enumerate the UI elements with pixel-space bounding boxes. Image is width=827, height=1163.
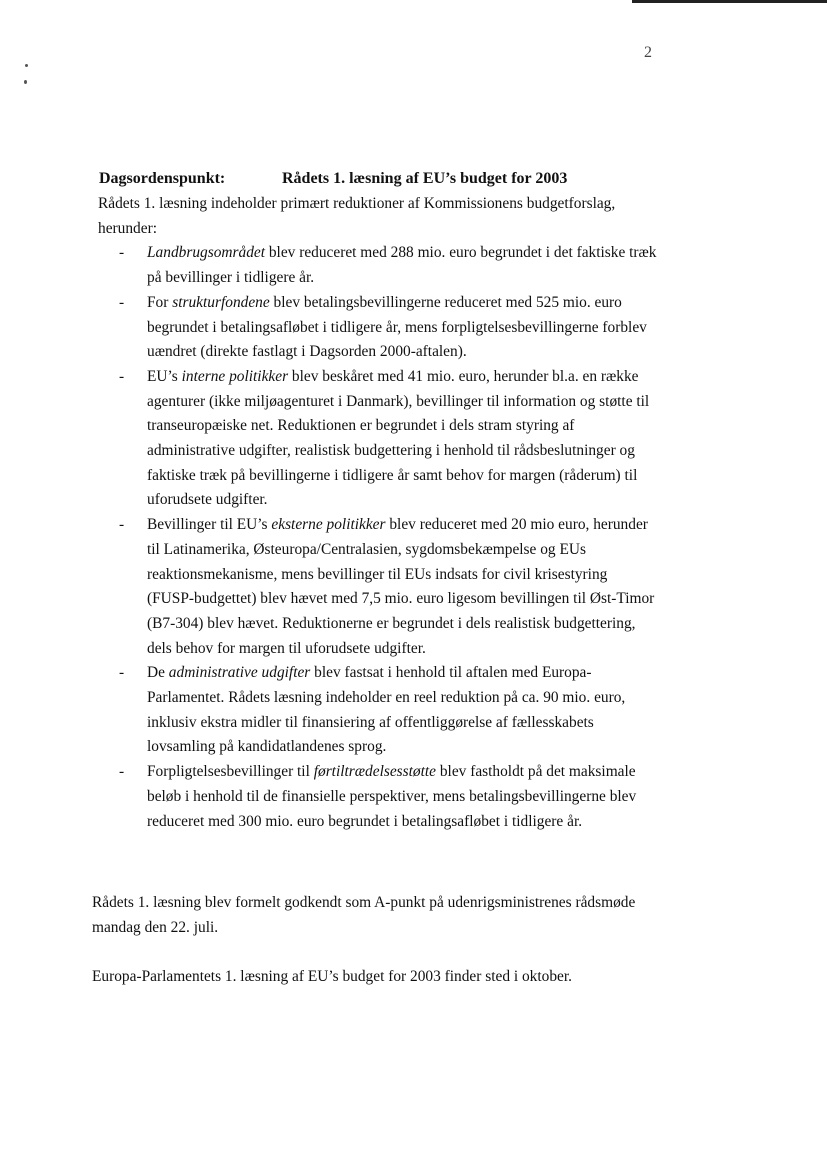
list-item-emphasis: strukturfondene <box>172 293 270 311</box>
list-item-text: For <box>147 293 173 311</box>
list-item-text: blev reduceret med 20 mio euro, herunder til Latinamerika, Østeuropa/Centralasien, sygdomsbekæmpelse og EUs reaktionsmekanisme, mens bevillinger til EUs indsats for civil krisestyring (FUSP-budgettet) blev hævet med 7,5 mio. euro ligesom bevillingen til Øst-Timor (B7-304) blev hævet. Reduktionerne er begrundet i dels realistisk budgettering, dels behov for margen til uforudsete udgifter. <box>147 516 655 657</box>
approval-paragraph: Rådets 1. læsning blev formelt godkendt som A-punkt på udenrigsministrenes rådsmøde mandag den 22. juli. <box>92 894 636 936</box>
list-dash: - <box>119 367 125 385</box>
list-item-emphasis: Landbrugsområdet <box>147 244 266 262</box>
list-item-emphasis: førtiltrædelsesstøtte <box>313 763 436 781</box>
list-item-text: blev fastholdt på det maksimale beløb i henhold til de finansielle perspektiver, mens betalingsbevillingerne blev reduceret med 300 mio. euro begrundet i betalingsafløbet i tidligere år. <box>147 763 637 830</box>
list-item-text: EU’s <box>147 367 182 385</box>
list-item-text: De <box>147 664 169 682</box>
agenda-label: Dagsordenspunkt: <box>99 170 226 187</box>
list-item-text: blev reduceret med 288 mio. euro begrundet i det faktiske træk på bevillinger i tidligere år. <box>147 244 657 287</box>
list-item-text: blev beskåret med 41 mio. euro, herunder bl.a. en række agenturer (ikke miljøagenturet i Danmark), bevillinger til information og støtte til transeuropæiske net. Reduktionen er begrundet i dels stram styring af administrative udgifter, realistisk budgettering i henhold til rådsbeslutninger og faktiske træk på bevillingerne i tidligere år samt behov for margen (råderum) til uforudsete udgifter. <box>147 367 650 509</box>
list-item <box>98 661 658 760</box>
list-item-text: Bevillinger til EU’s <box>147 516 272 534</box>
list-item-emphasis: eksterne politikker <box>271 516 386 534</box>
reduction-list <box>98 241 658 834</box>
list-dash: - <box>119 763 125 781</box>
list-item-text: blev fastsat i henhold til aftalen med Europa-Parlamentet. Rådets læsning indeholder en reel reduktion på ca. 90 mio. euro, inklusiv ekstra midler til finansiering af offentliggørelse af fællesskabets lovsamling på kandidatlandenes sprog. <box>147 664 626 756</box>
agenda-heading <box>99 170 567 188</box>
list-item-text: blev betalingsbevillingerne reduceret med 525 mio. euro begrundet i betalingsafløbet i tidligere år, mens forpligtelsesbevillingerne forblev uændret (direkte fastlagt i Dagsorden 2000-aftalen). <box>147 293 647 361</box>
list-item-emphasis: administrative udgifter <box>168 664 311 682</box>
list-item-emphasis: interne politikker <box>181 367 289 385</box>
scan-speck <box>25 64 28 67</box>
agenda-title: Rådets 1. læsning af EU’s budget for 2003 <box>282 170 568 187</box>
list-dash: - <box>119 293 125 311</box>
page-number: 2 <box>644 44 652 61</box>
list-item-text: Forpligtelsesbevillinger til <box>147 763 314 781</box>
list-item <box>98 241 658 290</box>
parliament-paragraph: Europa-Parlamentets 1. læsning af EU’s budget for 2003 finder sted i oktober. <box>92 968 573 985</box>
list-item <box>98 291 658 365</box>
list-dash: - <box>119 516 125 534</box>
list-item <box>98 513 658 661</box>
list-item <box>98 760 658 834</box>
list-item <box>98 365 658 513</box>
scan-top-rule <box>632 0 827 3</box>
scan-speck <box>24 80 27 84</box>
list-dash: - <box>119 664 125 682</box>
agenda-body <box>98 192 658 834</box>
intro-text: Rådets 1. læsning indeholder primært reduktioner af Kommissionens budgetforslag, herunder: <box>98 195 616 237</box>
list-dash: - <box>119 244 125 262</box>
